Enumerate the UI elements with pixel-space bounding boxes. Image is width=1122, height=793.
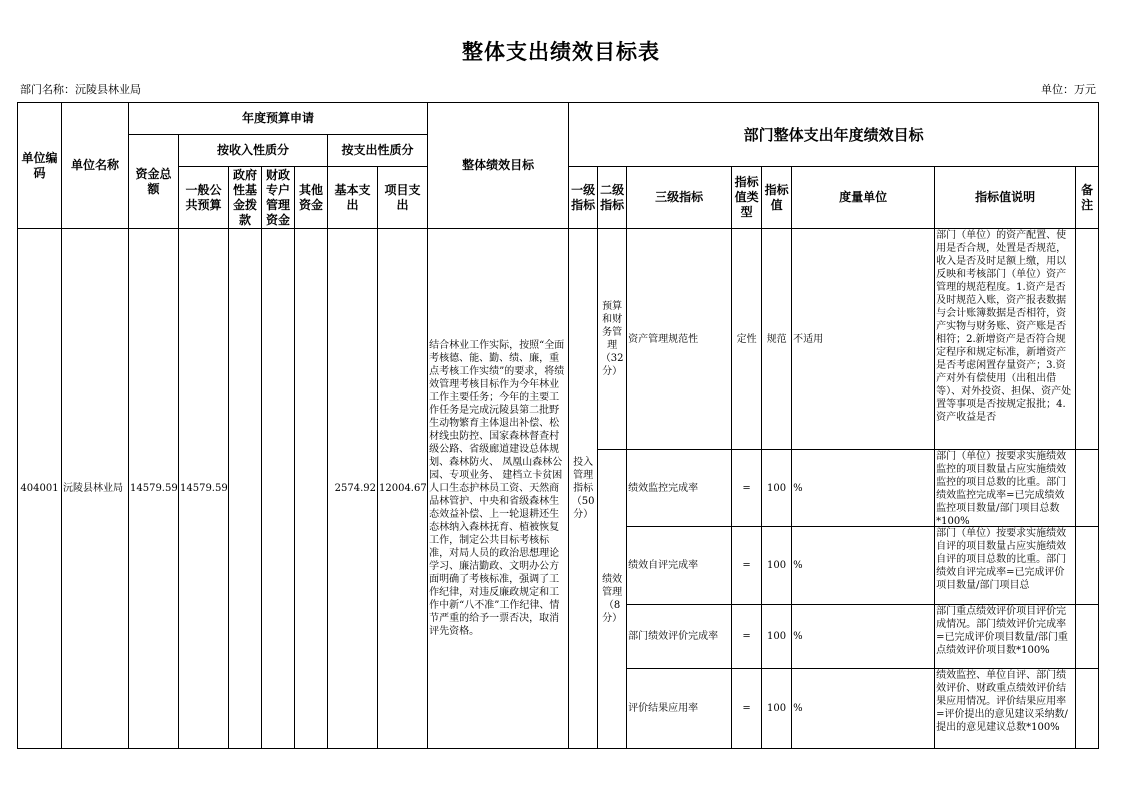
- cell-ind-type: =: [732, 605, 762, 669]
- cell-level3: 部门绩效评价完成率: [627, 605, 732, 669]
- cell-ind-value: 规范: [762, 229, 792, 450]
- cell-ind-value: 100: [762, 450, 792, 527]
- header-other-fund: 其他资金: [295, 167, 328, 229]
- header-unit-code: 单位编码: [18, 103, 62, 229]
- header-basic-expense: 基本支出: [328, 167, 378, 229]
- cell-ind-desc: 绩效监控、单位自评、部门绩效评价、财政重点绩效评价结果应用情况。评价结果应用率=评价提出的意见建议采纳数/提出的意见建议总数*100%: [936, 670, 1068, 733]
- cell-ind-desc: 部门重点绩效评价项目评价完成情况。部门绩效评价完成率=已完成评价项目数量/部门重点绩效评价项目数*100%: [936, 606, 1068, 656]
- cell-ind-value: 100: [762, 605, 792, 669]
- header-level2: 二级指标: [598, 167, 627, 229]
- cell-ind-type: =: [732, 527, 762, 605]
- page-title: 整体支出绩效目标表: [462, 40, 660, 64]
- header-unit-name: 单位名称: [62, 103, 129, 229]
- performance-table: [17, 102, 1099, 749]
- header-by-expense: 按支出性质分: [328, 135, 428, 167]
- header-level1: 一级指标: [569, 167, 598, 229]
- cell-basic-expense: 2574.92: [328, 229, 378, 749]
- unit-label: 单位：万元: [1041, 83, 1096, 96]
- cell-measure: %: [792, 605, 935, 669]
- header-gov-fund: 政府性基金拨款: [229, 167, 262, 229]
- cell-ind-value: 100: [762, 669, 792, 749]
- cell-measure: 不适用: [792, 229, 935, 450]
- cell-remark: [1076, 605, 1099, 669]
- cell-unit-name: 沅陵县林业局: [62, 229, 129, 749]
- department-label: 部门名称：沅陵县林业局: [20, 83, 141, 96]
- header-ind-desc: 指标值说明: [935, 167, 1076, 229]
- header-measure: 度量单位: [792, 167, 935, 229]
- cell-general-budget: 14579.59: [179, 229, 229, 749]
- header-ind-type: 指标值类型: [732, 167, 762, 229]
- header-overall-goal: 整体绩效目标: [428, 103, 569, 229]
- cell-measure: %: [792, 450, 935, 527]
- cell-level3: 评价结果应用率: [627, 669, 732, 749]
- header-by-income: 按收入性质分: [179, 135, 328, 167]
- cell-total-funds: 14579.59: [129, 229, 179, 749]
- header-project-expense: 项目支出: [378, 167, 428, 229]
- cell-measure: %: [792, 527, 935, 605]
- cell-level2: 绩效管理（8分）: [598, 450, 627, 749]
- cell-ind-type: 定性: [732, 229, 762, 450]
- header-special-fund: 财政专户管理资金: [262, 167, 295, 229]
- cell-ind-value: 100: [762, 527, 792, 605]
- cell-level3: 资产管理规范性: [627, 229, 732, 450]
- cell-remark: [1076, 229, 1099, 450]
- cell-ind-desc: 部门（单位）按要求实施绩效监控的项目数量占应实施绩效监控的项目总数的比重。部门绩效监控完成率=已完成绩效监控项目数量/部门项目总数*100%: [936, 451, 1067, 525]
- cell-level1: 投入管理指标（50分）: [569, 229, 598, 749]
- cell-overall-goal: 结合林业工作实际，按照“全面考核德、能、勤、绩、廉，重点考核工作实绩”的要求，将绩效管理考核目标作为今年林业工作主要任务；今年的主要工作任务是完成沅陵县第二批野生动物繁育主体退出补偿、松材线虫防控、国家森林督查村级公路、省级廊道建设总体规划、森林防火、 凤凰山森林公园、专项业务、 建档立卡贫困人口生态护林员工资、天然商品林管护、中央和省级森林生态效益补偿、上一轮退耕还生态林纳入森林抚育、植被恢复工作，制定公共目标考核标准，对局人员的政治思想理论学习、廉洁勤政、文明办公方面明确了考核标准，强调了工作纪律，对违反廉政规定和工作中新“八不准”工作纪律、情节严重的给予一票否决，取消评先资格。: [428, 229, 569, 749]
- header-total-funds: 资金总额: [129, 135, 179, 229]
- header-general-budget: 一般公共预算: [179, 167, 229, 229]
- cell-remark: [1076, 669, 1099, 749]
- cell-ind-desc: 部门（单位）的资产配置、使用是否合规，处置是否规范，收入是否及时足额上缴，用以反映和考核部门（单位）资产管理的规范程度。1.资产是否及时规范入账，资产报表数据与会计账簿数据是否相符，资产实物与财务账、资产账是否相符；2.新增资产是否符合规定程序和规定标准，新增资产是否考虑闲置存量资产；3.资产对外有偿使用（出租出借等）、对外投资、担保、资产处置等事项是否按规定报批；4.资产收益是否: [936, 230, 1072, 423]
- cell-unit-code: 404001: [18, 229, 62, 749]
- cell-ind-type: =: [732, 450, 762, 527]
- cell-level3: 绩效监控完成率: [627, 450, 732, 527]
- cell-remark: [1076, 527, 1099, 605]
- cell-remark: [1076, 450, 1099, 527]
- header-ind-value: 指标值: [762, 167, 792, 229]
- cell-ind-desc: 部门（单位）按要求实施绩效自评的项目数量占应实施绩效自评的项目总数的比重。部门绩效自评完成率=已完成评价项目数量/部门项目总: [936, 528, 1067, 591]
- header-level3: 三级指标: [627, 167, 732, 229]
- cell-level3: 绩效自评完成率: [627, 527, 732, 605]
- header-annual-budget: 年度预算申请: [129, 103, 428, 135]
- cell-measure: %: [792, 669, 935, 749]
- cell-level2: 预算和财务管理（32分）: [598, 229, 627, 450]
- cell-ind-type: =: [732, 669, 762, 749]
- header-dept-perf: 部门整体支出年度绩效目标: [569, 103, 1099, 167]
- header-remark: 备注: [1076, 167, 1099, 229]
- cell-special-fund: [262, 229, 295, 749]
- cell-other-fund: [295, 229, 328, 749]
- cell-project-expense: 12004.67: [378, 229, 428, 749]
- cell-gov-fund: [229, 229, 262, 749]
